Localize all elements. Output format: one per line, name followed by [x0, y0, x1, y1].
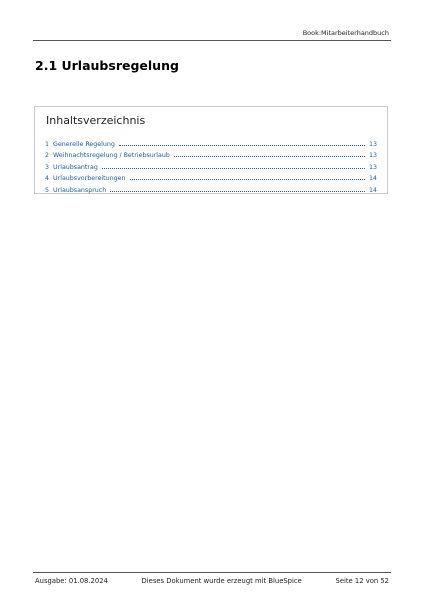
toc-item-link[interactable]: Urlaubsantrag	[53, 163, 98, 171]
footer-issue-date: Ausgabe: 01.08.2024	[35, 577, 108, 585]
toc-leader-dots	[174, 156, 365, 157]
toc-list	[45, 136, 377, 194]
toc-item-link[interactable]: Generelle Regelung	[53, 140, 115, 148]
header-rule	[33, 40, 391, 41]
toc-heading: Inhaltsverzeichnis	[46, 114, 146, 127]
toc-item-generelle-regelung[interactable]	[45, 136, 377, 148]
page-footer	[35, 577, 389, 585]
toc-item-page[interactable]: 14	[368, 186, 377, 194]
toc-item-page[interactable]: 13	[368, 140, 377, 148]
toc-leader-dots	[110, 191, 365, 192]
toc-leader-dots	[119, 145, 365, 146]
toc-item-number: 3	[45, 163, 50, 171]
toc-item-number: 5	[45, 186, 50, 194]
footer-rule	[33, 572, 391, 573]
toc-item-weihnachtsregelung[interactable]	[45, 148, 377, 160]
toc-item-number: 2	[45, 152, 50, 159]
toc-item-urlaubsantrag[interactable]	[45, 159, 377, 171]
toc-item-link[interactable]: Weihnachtsregelung / Betriebsurlaub	[53, 152, 170, 159]
toc-item-urlaubsanspruch[interactable]	[45, 182, 377, 194]
table-of-contents	[34, 106, 388, 194]
footer-generated-by: Dieses Dokument wurde erzeugt mit BlueSpice	[141, 577, 302, 585]
toc-item-link[interactable]: Urlaubsanspruch	[53, 186, 107, 194]
section-title: 2.1 Urlaubsregelung	[35, 58, 179, 73]
toc-item-page[interactable]: 13	[368, 163, 377, 171]
toc-item-number: 4	[45, 175, 50, 182]
toc-item-urlaubsvorbereitungen[interactable]	[45, 171, 377, 183]
toc-item-link[interactable]: Urlaubsvorbereitungen	[53, 175, 126, 182]
running-header: Book:Mitarbeiterhandbuch	[302, 29, 389, 37]
toc-item-number: 1	[45, 140, 50, 148]
toc-leader-dots	[130, 179, 365, 180]
toc-item-page[interactable]: 13	[368, 152, 377, 159]
toc-leader-dots	[102, 168, 365, 169]
toc-item-page[interactable]: 14	[368, 175, 377, 182]
footer-page-number: Seite 12 von 52	[335, 577, 389, 585]
